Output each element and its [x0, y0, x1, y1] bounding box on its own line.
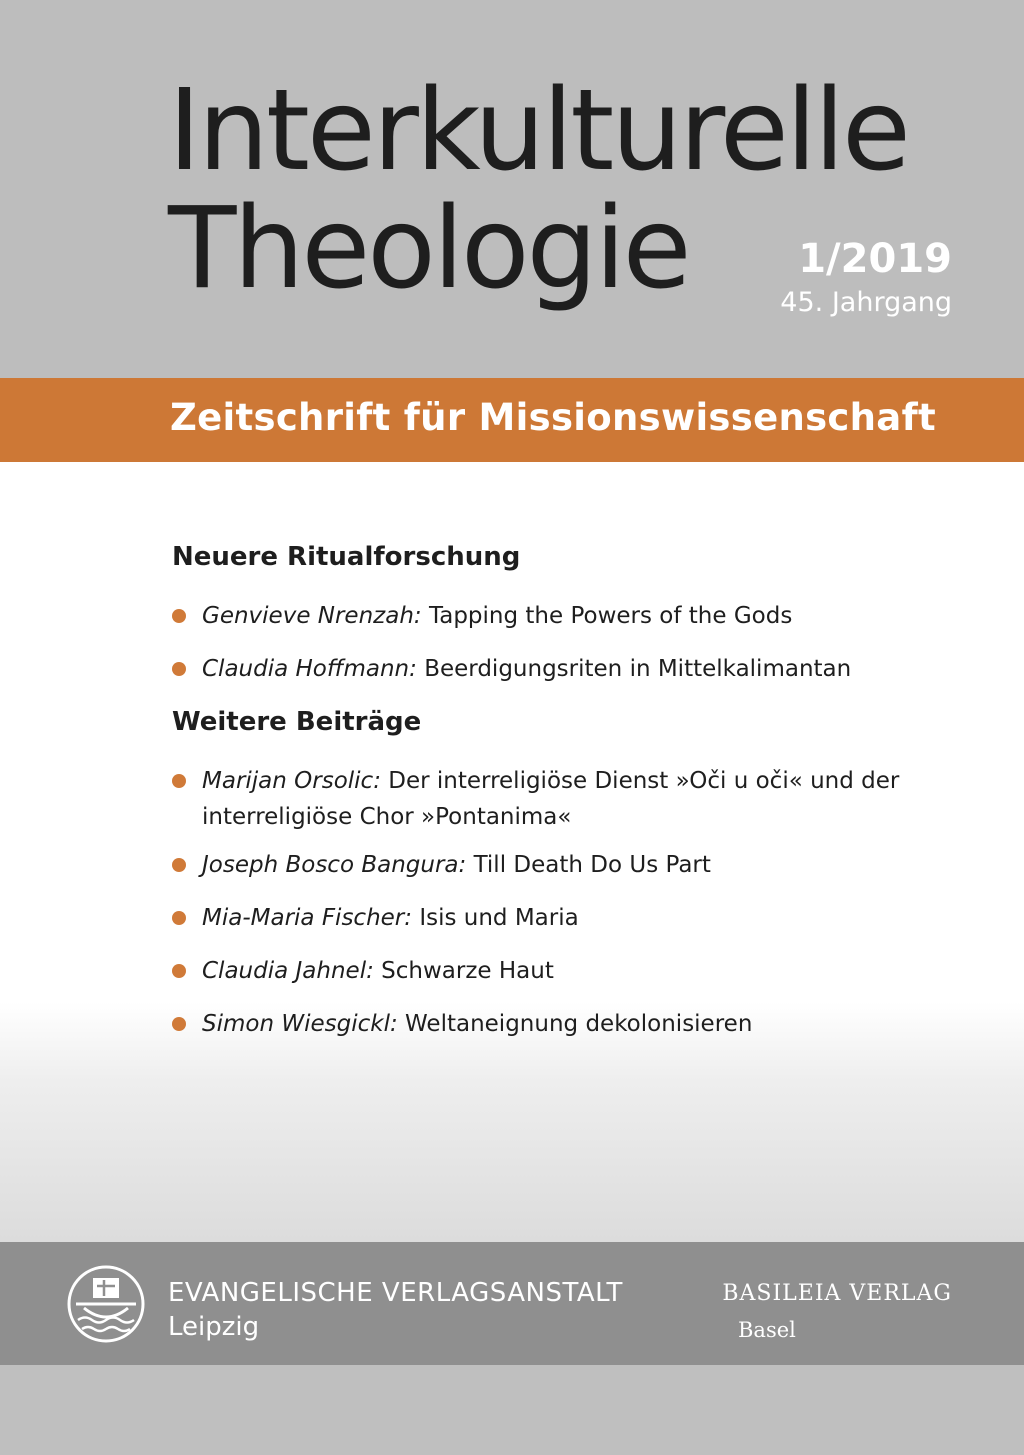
toc-item-text	[202, 847, 932, 883]
toc-item-text	[202, 598, 932, 634]
secondary-publisher-name: BASILEIA VERLAG	[722, 1281, 952, 1306]
toc-author: Claudia Hoffmann:	[202, 656, 417, 682]
section-heading-ritualforschung: Neuere Ritualforschung	[172, 542, 521, 572]
toc-author: Joseph Bosco Bangura:	[202, 852, 467, 878]
section-heading-weitere-beitraege: Weitere Beiträge	[172, 707, 422, 737]
toc-item	[172, 953, 932, 989]
toc-title: Beerdigungsriten in Mittelkalimantan	[424, 656, 852, 682]
toc-author: Genvieve Nrenzah:	[202, 603, 422, 629]
publisher-city: Leipzig	[168, 1312, 260, 1342]
toc-title: Till Death Do Us Part	[473, 852, 711, 878]
bullet-icon	[172, 1017, 186, 1031]
toc-item-text	[202, 953, 932, 989]
toc-item	[172, 651, 932, 687]
journal-title-line1: Interkulturelle	[168, 66, 908, 196]
publisher-name: EVANGELISCHE VERLAGSANSTALT	[168, 1278, 623, 1308]
toc-author: Marijan Orsolic:	[202, 768, 381, 794]
journal-title	[168, 66, 908, 314]
toc-title: Weltaneignung dekolonisieren	[405, 1011, 753, 1037]
toc-title: Der interreligiöse Dienst »Oči u oči« und der interreligiöse Chor »Pontanima«	[202, 768, 900, 830]
church-ship-logo-icon	[66, 1264, 146, 1344]
bullet-icon	[172, 609, 186, 623]
bullet-icon	[172, 964, 186, 978]
toc-title: Isis und Maria	[419, 905, 579, 931]
toc-author: Mia-Maria Fischer:	[202, 905, 412, 931]
journal-subtitle: Zeitschrift für Missionswissenschaft	[170, 396, 936, 439]
toc-item	[172, 900, 932, 936]
toc-item	[172, 1006, 932, 1042]
toc-item-text	[202, 763, 932, 835]
toc-item-text	[202, 1006, 932, 1042]
toc-item	[172, 763, 932, 835]
bottom-strip	[0, 1365, 1024, 1455]
secondary-publisher-city: Basel	[738, 1318, 796, 1342]
toc-author: Simon Wiesgickl:	[202, 1011, 398, 1037]
toc-item	[172, 598, 932, 634]
issue-number: 1/2019	[798, 236, 952, 282]
bullet-icon	[172, 774, 186, 788]
toc-title: Tapping the Powers of the Gods	[428, 603, 793, 629]
toc-author: Claudia Jahnel:	[202, 958, 374, 984]
journal-title-line2: Theologie	[168, 184, 689, 314]
toc-item-text	[202, 651, 932, 687]
toc-item	[172, 847, 932, 883]
bullet-icon	[172, 662, 186, 676]
toc-item-text	[202, 900, 932, 936]
volume-label: 45. Jahrgang	[780, 287, 952, 318]
toc-title: Schwarze Haut	[381, 958, 554, 984]
bullet-icon	[172, 858, 186, 872]
bullet-icon	[172, 911, 186, 925]
